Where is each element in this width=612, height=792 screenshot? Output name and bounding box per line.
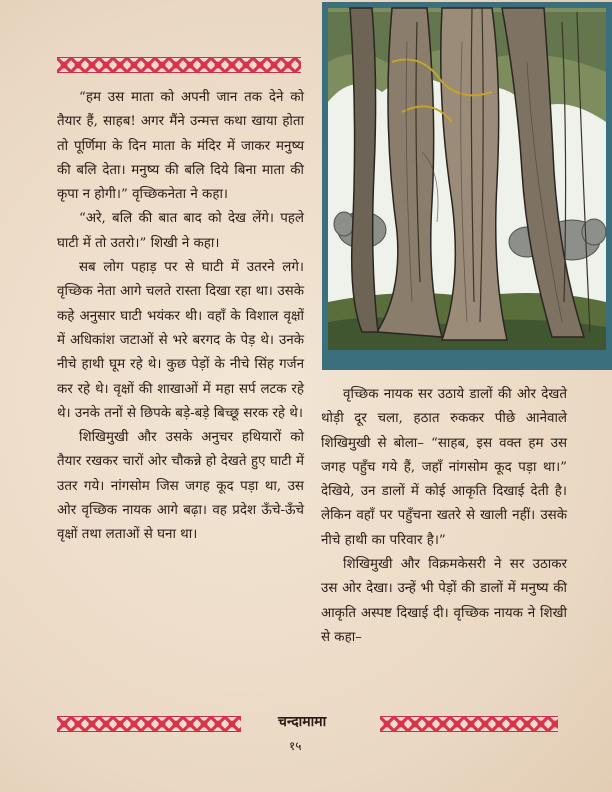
paragraph-4: शिखिमुखी और उसके अनुचर हथियारों को तैयार रखकर चारों ओर चौकन्ने हो देखते हुए घाटी में उतर गये। नांगसोम जिस जगह कूद पड़ा था, उस ओर वृच्छिक नायक आगे बढ़ा। वह प्रदेश ऊँचे-ऊँचे वृक्षों तथा लताओं से घना था। bbox=[57, 430, 304, 543]
left-text-column bbox=[57, 86, 304, 548]
paragraph-3: सब लोग पहाड़ पर से घाटी में उतरने लगे। वृच्छिक नेता आगे चलते रास्ता दिखा रहा था। उसके कहे अनुसार घाटी भयंकर थी। वहाँ के विशाल वृक्षों में अधिकांश जटाओं से भरे बरगद के पेड़ थे। उनके नीचे हाथी घूम रहे थे। कुछ पेड़ों के नीचे सिंह गर्जन कर रहे थे। वृक्षों की शाखाओं में महा सर्प लटक रहे थे। उनके तनों से छिपके बड़े-बड़े बिच्छू सरक रहे थे। bbox=[57, 260, 304, 421]
banyan-trees-drawing bbox=[322, 2, 612, 370]
right-text-column bbox=[321, 383, 567, 650]
paragraph-6: शिखिमुखी और विक्रमकेसरी ने सर उठाकर उस ओर देखा। उन्हें भी पेड़ों की डालों में मनुष्य की आकृति अस्पष्ट दिखाई दी। वृच्छिक नायक ने शिखी से कहा– bbox=[321, 557, 567, 645]
page-number: १५ bbox=[289, 739, 302, 753]
forest-illustration bbox=[322, 2, 612, 370]
magazine-title: चन्दामामा bbox=[278, 714, 327, 730]
decorative-border-bottom-right bbox=[380, 716, 558, 732]
decorative-border-top bbox=[57, 57, 301, 73]
paragraph-2: “अरे, बलि की बात बाद को देख लेंगे। पहले घाटी में तो उतरो।” शिखी ने कहा। bbox=[57, 211, 304, 251]
decorative-border-bottom-left bbox=[57, 716, 241, 732]
paragraph-5: वृच्छिक नायक सर उठाये डालों की ओर देखते थोड़ी दूर चला, हठात रुककर पीछे आनेवाले शिखिमुखी से बोला– “साहब, इस वक्त हम उस जगह पहुँच गये हैं, जहाँ नांगसोम कूद पड़ा था।” देखिये, उन डालों में कोई आकृति दिखाई देती है। लेकिन वहाँ पर पहुँचना खतरे से खाली नहीं। उसके नीचे हाथी का परिवार है।” bbox=[321, 387, 567, 548]
paragraph-1: “हम उस माता को अपनी जान तक देने को तैयार हैं, साहब! अगर मैंने उन्मत्त कथा खाया होता तो पूर्णिमा के दिन माता के मंदिर में जाकर मनुष्य की बलि देता। मनुष्य की बलि दिये बिना माता की कृपा न होगी।” वृच्छिकनेता ने कहा। bbox=[57, 90, 304, 203]
